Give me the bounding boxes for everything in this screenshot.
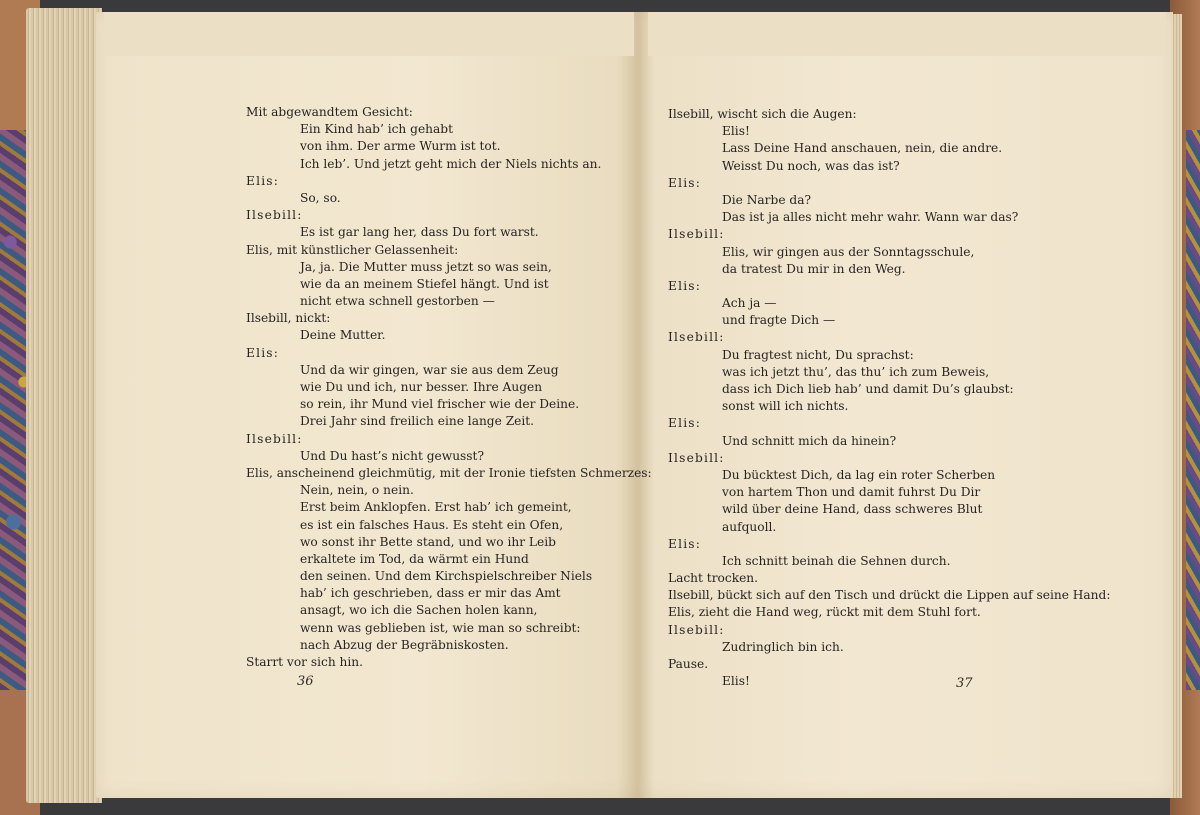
text-line: Mit abgewandtem Gesicht: — [246, 105, 413, 119]
text-line: Drei Jahr sind freilich eine lange Zeit. — [300, 414, 535, 429]
text-line: Ilsebill: — [668, 330, 725, 345]
text-line: Du fragtest nicht, Du sprachst: — [722, 347, 914, 362]
page-block-edges — [26, 8, 102, 803]
text-line: Und Du hast’s nicht gewusst? — [300, 448, 484, 463]
text-line: von hartem Thon und damit fuhrst Du Dir — [722, 485, 981, 500]
text-line: nach Abzug der Begräbniskosten. — [300, 637, 509, 652]
text-line: Elis: — [668, 175, 702, 190]
text-line: Elis: — [246, 173, 280, 188]
text-line: Erst beim Anklopfen. Erst hab’ ich gemeint, — [300, 500, 572, 515]
text-line: Deine Mutter. — [300, 328, 386, 343]
left-page-text — [246, 104, 652, 671]
text-line: Ich schnitt beinah die Sehnen durch. — [722, 553, 951, 568]
text-line: von ihm. Der arme Wurm ist tot. — [300, 139, 501, 154]
text-line: Und da wir gingen, war sie aus dem Zeug — [300, 362, 559, 377]
text-line: Du bücktest Dich, da lag ein roter Scherben — [722, 467, 996, 482]
text-line: wie da an meinem Stiefel hängt. Und ist — [300, 276, 549, 291]
text-line: Elis! — [722, 124, 750, 139]
text-line: Elis, anscheinend gleichmütig, mit der Ironie tiefsten Schmerzes: — [246, 465, 652, 480]
text-line: dass ich Dich lieb hab’ und damit Du’s glaubst: — [722, 382, 1014, 396]
text-line: es ist ein falsches Haus. Es steht ein Ofen, — [300, 517, 564, 532]
text-line: Ein Kind hab’ ich gehabt — [300, 122, 453, 137]
text-line: sonst will ich nichts. — [722, 399, 849, 414]
text-line: Ilsebill: — [246, 208, 303, 223]
text-line: nicht etwa schnell gestorben — — [300, 294, 495, 309]
text-line: So, so. — [300, 190, 341, 205]
text-line: Lass Deine Hand anschauen, nein, die andre. — [722, 141, 1003, 156]
text-line: Es ist gar lang her, dass Du fort warst. — [300, 225, 539, 240]
text-line: wo sonst ihr Bette stand, und wo ihr Leib — [300, 534, 556, 549]
text-line: Ilsebill, wischt sich die Augen: — [668, 107, 857, 121]
text-line: den seinen. Und dem Kirchspielschreiber Niels — [300, 569, 593, 584]
text-line: Nein, nein, o nein. — [300, 483, 414, 498]
text-line: Ilsebill: — [668, 227, 725, 242]
text-line: Die Narbe da? — [722, 192, 812, 207]
text-line: Ilsebill: — [668, 450, 725, 465]
text-line: Elis, mit künstlicher Gelassenheit: — [246, 242, 459, 257]
right-page-top-margin — [648, 12, 1166, 56]
text-line: und fragte Dich — — [722, 313, 836, 328]
text-line: Elis: — [668, 536, 702, 551]
text-line: Zudringlich bin ich. — [722, 639, 844, 654]
text-line: wie Du und ich, nur besser. Ihre Augen — [300, 380, 543, 394]
text-line: da tratest Du mir in den Weg. — [722, 261, 906, 276]
text-line: Ilsebill: — [668, 622, 725, 637]
text-line: Elis, zieht die Hand weg, rückt mit dem Stuhl fort. — [668, 605, 981, 620]
text-line: hab’ ich geschrieben, dass er mir das Amt — [300, 586, 561, 601]
left-page-top-margin — [104, 12, 634, 56]
text-line: Starrt vor sich hin. — [246, 655, 364, 669]
text-line: erkaltete im Tod, da wärmt ein Hund — [300, 551, 529, 566]
text-line: Weisst Du noch, was das ist? — [722, 158, 900, 173]
text-line: Ich leb’. Und jetzt geht mich der Niels nichts an. — [300, 156, 602, 171]
text-line: Ilsebill: — [246, 431, 303, 446]
text-line: Elis, wir gingen aus der Sonntagsschule, — [722, 244, 975, 259]
text-line: Pause. — [668, 657, 709, 671]
text-line: was ich jetzt thu’, das thu’ ich zum Beweis, — [722, 364, 990, 379]
text-line: wenn was geblieben ist, wie man so schreibt: — [300, 620, 581, 635]
text-line: Ach ja — — [722, 296, 777, 311]
text-line: Ilsebill, nickt: — [246, 311, 331, 326]
page-number-right: 37 — [956, 676, 973, 691]
text-line: Elis: — [668, 278, 702, 293]
text-line: aufquoll. — [722, 519, 777, 534]
text-line: Ilsebill, bückt sich auf den Tisch und drückt die Lippen auf seine Hand: — [668, 588, 1111, 603]
text-line: Und schnitt mich da hinein? — [722, 433, 897, 448]
text-line: wild über deine Hand, dass schweres Blut — [722, 502, 983, 517]
marbled-endpaper-right — [1186, 130, 1200, 690]
right-page-text — [668, 106, 1110, 690]
text-line: Elis: — [246, 345, 280, 360]
text-line: Das ist ja alles nicht mehr wahr. Wann war das? — [722, 210, 1019, 225]
text-line: Elis: — [668, 416, 702, 431]
text-line: Elis! — [722, 674, 750, 689]
text-line: so rein, ihr Mund viel frischer wie der Deine. — [300, 397, 580, 412]
text-line: Lacht trocken. — [668, 571, 759, 586]
text-line: Ja, ja. Die Mutter muss jetzt so was sein, — [300, 259, 552, 274]
page-number-left: 36 — [297, 674, 314, 689]
text-line: ansagt, wo ich die Sachen holen kann, — [300, 603, 538, 618]
